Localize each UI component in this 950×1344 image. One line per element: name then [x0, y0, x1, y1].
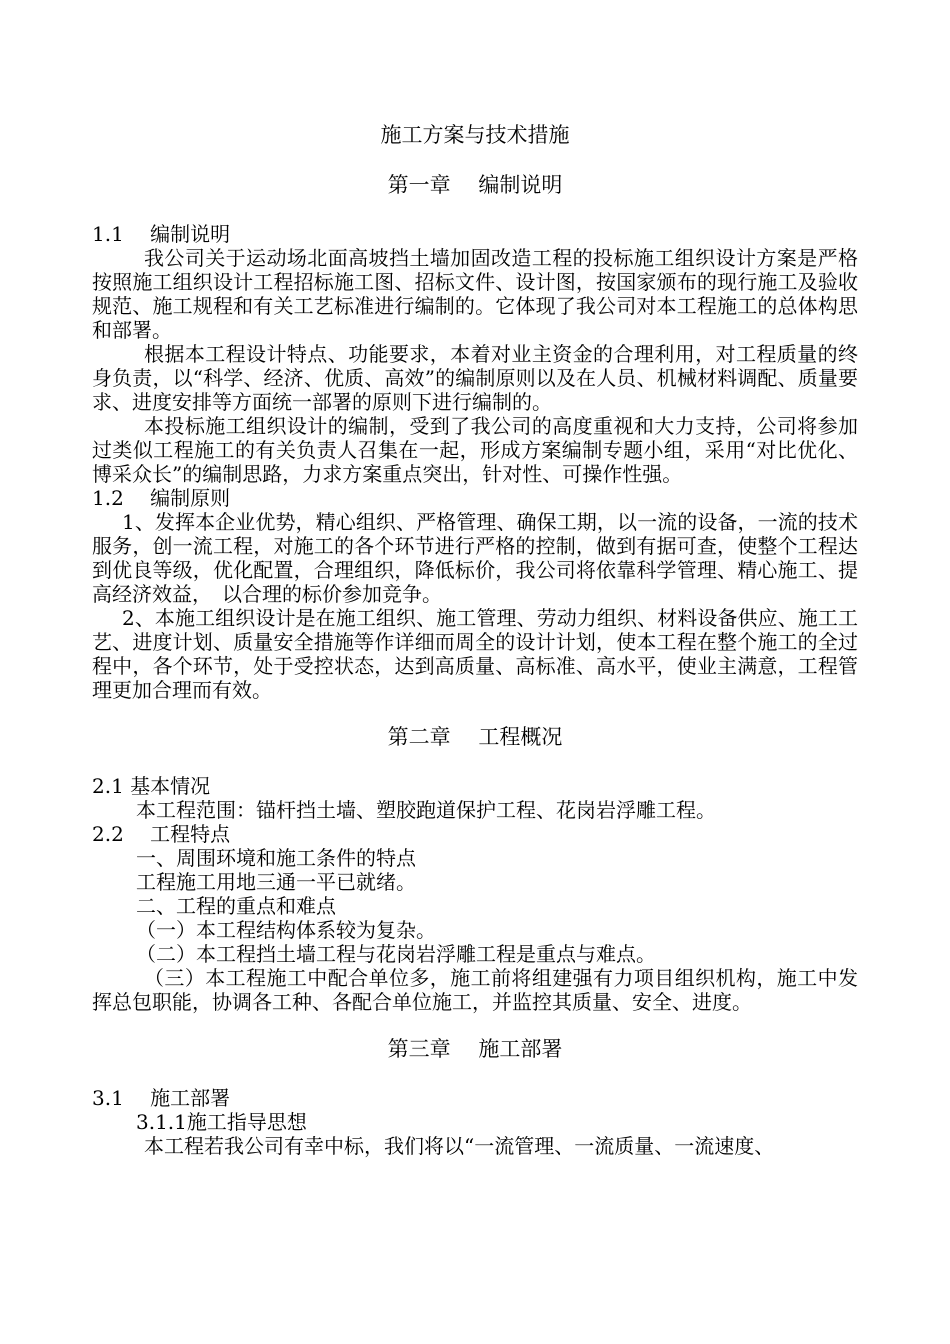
document-title: 施工方案与技术措施 — [380, 123, 570, 147]
text-line: （一）本工程结构体系较为复杂。 — [136, 918, 436, 942]
text-line: 一、周围环境和施工条件的特点 — [136, 846, 416, 870]
section-1-1-heading: 1.1 编制说明 — [92, 222, 231, 246]
paragraph: （三）本工程施工中配合单位多，施工前将组建强有力项目组织机构，施工中发挥总包职能，协调各工种、各配合单位施工，并监控其质量、安全、进度。 — [92, 966, 858, 1014]
paragraph: 本工程若我公司有幸中标，我们将以“一流管理、一流质量、一流速度、 — [144, 1134, 775, 1158]
section-2-1-heading: 2.1 基本情况 — [92, 774, 211, 798]
chapter-2-heading: 第二章 工程概况 — [387, 725, 563, 749]
paragraph: 1、发挥本企业优势，精心组织、严格管理、确保工期，以一流的设备，一流的技术服务，创一流工程，对施工的各个环节进行严格的控制，做到有据可查，使整个工程达到优良等级，优化配置，合理组织，降低标价，我公司将依靠科学管理、精心施工、提高经济效益， 以合理的标价参加竞争。 — [92, 510, 858, 606]
text-line: 本工程范围：锚杆挡土墙、塑胶跑道保护工程、花岗岩浮雕工程。 — [136, 798, 716, 822]
text-line: （二）本工程挡土墙工程与花岗岩浮雕工程是重点与难点。 — [136, 942, 656, 966]
document-page — [92, 120, 858, 1158]
chapter-1-heading: 第一章 编制说明 — [387, 173, 563, 197]
paragraph: 本投标施工组织设计的编制，受到了我公司的高度重视和大力支持，公司将参加过类似工程施工的有关负责人召集在一起，形成方案编制专题小组，采用“对比优化、博采众长”的编制思路，力求方案重点突出，针对性、可操作性强。 — [92, 414, 858, 486]
paragraph: 根据本工程设计特点、功能要求，本着对业主资金的合理利用，对工程质量的终身负责，以“科学、经济、优质、高效”的编制原则以及在人员、机械材料调配、质量要求、进度安排等方面统一部署的原则下进行编制的。 — [92, 342, 858, 414]
chapter-3-heading: 第三章 施工部署 — [387, 1037, 563, 1061]
paragraph: 我公司关于运动场北面高坡挡土墙加固改造工程的投标施工组织设计方案是严格按照施工组织设计工程招标施工图、招标文件、设计图，按国家颁布的现行施工及验收规范、施工规程和有关工艺标准进行编制的。它体现了我公司对本工程施工的总体构思和部署。 — [92, 246, 858, 342]
paragraph: 2、本施工组织设计是在施工组织、施工管理、劳动力组织、材料设备供应、施工工艺、进度计划、质量安全措施等作详细而周全的设计计划，使本工程在整个施工的全过程中，各个环节，处于受控状态，达到高质量、高标准、高水平，使业主满意，工程管理更加合理而有效。 — [92, 606, 858, 702]
section-2-2-heading: 2.2 工程特点 — [92, 822, 231, 846]
text-line: 工程施工用地三通一平已就绪。 — [136, 870, 416, 894]
section-1-2-heading: 1.2 编制原则 — [92, 486, 231, 510]
text-line: 二、工程的重点和难点 — [136, 894, 336, 918]
subsection-3-1-1-heading: 3.1.1施工指导思想 — [136, 1110, 307, 1134]
section-3-1-heading: 3.1 施工部署 — [92, 1086, 231, 1110]
